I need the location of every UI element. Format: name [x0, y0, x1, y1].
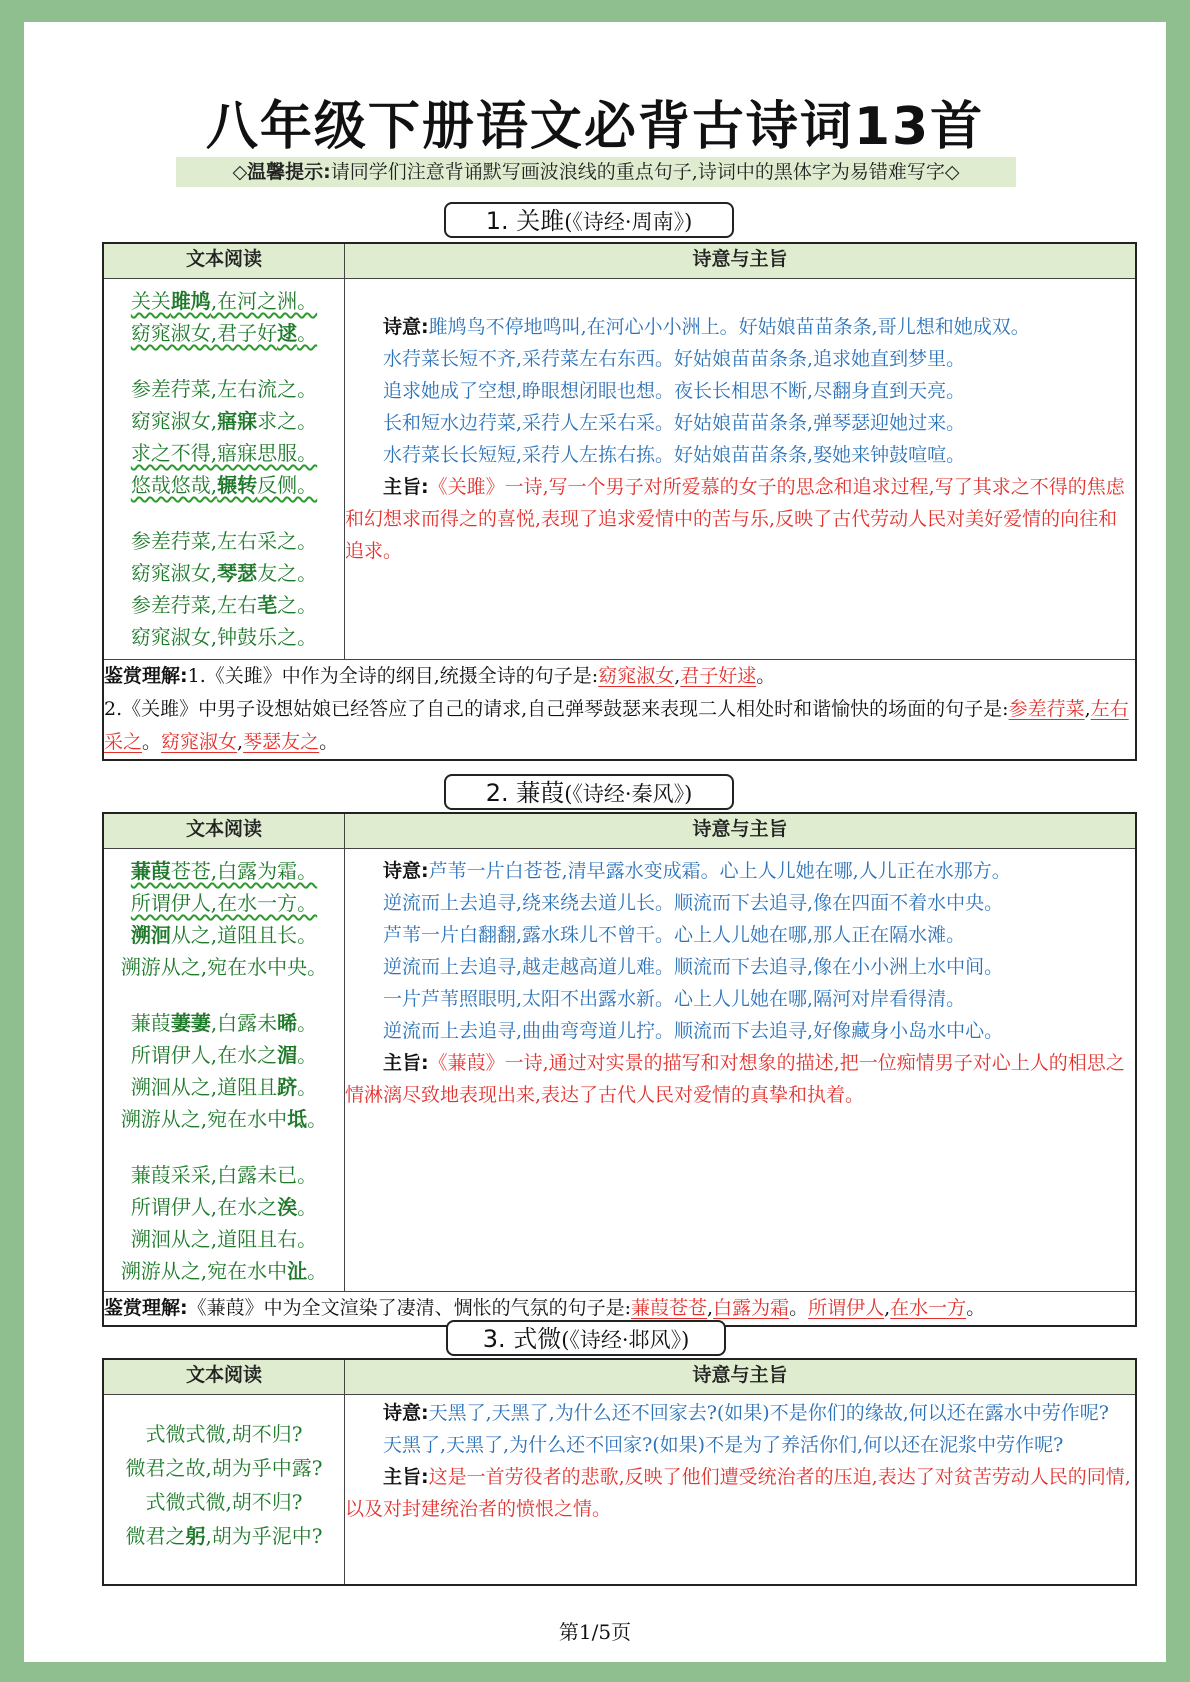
- poem-line: 微君之躬,胡为乎泥中?: [125, 1524, 323, 1548]
- meaning-para: 追求她成了空想,睁眼想闭眼也想。夜长长相思不断,尽翻身直到天亮。: [383, 380, 966, 402]
- poem2-table: [102, 812, 1137, 1327]
- poem2-appreciation: 鉴赏理解:《蒹葭》中为全文渲染了凄清、惆怅的气氛的句子是:蒹葭苍苍,白露为霜。所谓伊人,在水一方。: [103, 1292, 1136, 1327]
- poem1-appreciation: 鉴赏理解:1.《关雎》中作为全诗的纲目,统摄全诗的句子是:窈窕淑女,君子好逑。 2.《关雎》中男子设想姑娘已经答应了自己的请求,自己弹琴鼓瑟来表现二人相处时和谐愉快的场面的句子是:参差荇菜,左右采之。窈窕淑女,琴瑟友之。: [103, 660, 1136, 761]
- header-text-reading: 文本阅读: [103, 813, 345, 849]
- poem-line: 悠哉悠哉,辗转反侧。: [130, 473, 318, 497]
- meaning-para: 诗意:芦苇一片白苍苍,清早露水变成霜。心上人儿她在哪,人儿正在水那方。: [383, 860, 1011, 882]
- header-meaning-theme: 诗意与主旨: [345, 1359, 1137, 1395]
- tip-banner: [176, 157, 1016, 187]
- stanza: [104, 1159, 344, 1287]
- poem1-meaning: [345, 279, 1137, 660]
- header-text-reading: 文本阅读: [103, 243, 345, 279]
- section-title-3: [446, 1320, 726, 1356]
- poem-line: 微君之故,胡为乎中露?: [125, 1456, 323, 1480]
- meaning-para: 水荇菜长短不齐,采荇菜左右东西。好姑娘苗苗条条,追求她直到梦里。: [383, 348, 966, 370]
- poem3-number: 3. 式微: [482, 1325, 562, 1353]
- poem2-source: (《诗经·秦风》): [564, 782, 693, 806]
- poem-line: 式微式微,胡不归?: [145, 1490, 303, 1514]
- tip-text: 请同学们注意背诵默写画波浪线的重点句子,诗词中的黑体字为易错难写字◇: [330, 161, 960, 183]
- meaning-para: 诗意:天黑了,天黑了,为什么还不回家去?(如果)不是你们的缘故,何以还在露水中劳作呢?: [383, 1402, 1109, 1424]
- header-meaning-theme: 诗意与主旨: [345, 813, 1137, 849]
- meaning-para: 一片芦苇照眼明,太阳不出露水新。心上人儿她在哪,隔河对岸看得清。: [383, 988, 966, 1010]
- stanza: [104, 285, 344, 349]
- poem-line: 蒹葭采采,白露未已。: [130, 1163, 318, 1187]
- stanza: [104, 1007, 344, 1135]
- poem1-number: 1. 关雎: [485, 207, 565, 235]
- section-title-1: [444, 202, 734, 238]
- poem-line: 溯洄从之,道阻且长。: [130, 923, 318, 947]
- poem-line: 溯游从之,宛在水中沚。: [120, 1259, 328, 1283]
- poem2-number: 2. 蒹葭: [485, 779, 565, 807]
- poem-line: 窈窕淑女,君子好逑。: [130, 321, 318, 345]
- stanza: [104, 373, 344, 501]
- poem3-text: [103, 1395, 345, 1585]
- poem1-text: [103, 279, 345, 660]
- poem-line: 求之不得,寤寐思服。: [130, 441, 318, 465]
- meaning-para: 天黑了,天黑了,为什么还不回家?(如果)不是为了养活你们,何以还在泥浆中劳作呢?: [383, 1434, 1064, 1456]
- poem3-table: [102, 1358, 1137, 1586]
- poem-line: 蒹葭萋萋,白露未晞。: [130, 1011, 318, 1035]
- poem-line: 溯洄从之,道阻且跻。: [130, 1075, 318, 1099]
- poem-line: 窈窕淑女,琴瑟友之。: [130, 561, 318, 585]
- meaning-para: 水荇菜长长短短,采荇人左拣右拣。好姑娘苗苗条条,娶她来钟鼓喧喧。: [383, 444, 966, 466]
- poem-line: 溯洄从之,道阻且右。: [130, 1227, 318, 1251]
- poem2-text: [103, 849, 345, 1292]
- header-text-reading: 文本阅读: [103, 1359, 345, 1395]
- poem-line: 所谓伊人,在水之涘。: [130, 1195, 318, 1219]
- theme-para: 主旨:这是一首劳役者的悲歌,反映了他们遭受统治者的压迫,表达了对贫苦劳动人民的同情,以及对封建统治者的愤恨之情。: [345, 1466, 1131, 1520]
- page: [24, 22, 1166, 1662]
- poem1-source: (《诗经·周南》): [564, 210, 693, 234]
- poem-line: 参差荇菜,左右采之。: [130, 529, 318, 553]
- header-meaning-theme: 诗意与主旨: [345, 243, 1137, 279]
- page-title: 八年级下册语文必背古诗词13首: [205, 97, 985, 157]
- meaning-para: 芦苇一片白翻翻,露水珠儿不曾干。心上人儿她在哪,那人正在隔水滩。: [383, 924, 966, 946]
- poem-line: 所谓伊人,在水之湄。: [130, 1043, 318, 1067]
- meaning-para: 逆流而上去追寻,越走越高道儿难。顺流而下去追寻,像在小小洲上水中间。: [383, 956, 1004, 978]
- poem2-meaning: [345, 849, 1137, 1292]
- section-title-2: [444, 774, 734, 810]
- page-number: 第1/5页: [558, 1620, 632, 1644]
- stanza: [104, 525, 344, 653]
- poem-line: 式微式微,胡不归?: [145, 1422, 303, 1446]
- theme-para: 主旨:《蒹葭》一诗,通过对实景的描写和对想象的描述,把一位痴情男子对心上人的相思之情淋漓尽致地表现出来,表达了古代人民对爱情的真挚和执着。: [345, 1052, 1125, 1106]
- poem-line: 参差荇菜,左右流之。: [130, 377, 318, 401]
- meaning-para: 逆流而上去追寻,绕来绕去道儿长。顺流而下去追寻,像在四面不着水中央。: [383, 892, 1004, 914]
- poem-line: 所谓伊人,在水一方。: [130, 891, 318, 915]
- poem-line: 溯游从之,宛在水中坻。: [120, 1107, 328, 1131]
- poem-line: 参差荇菜,左右芼之。: [130, 593, 318, 617]
- meaning-para: 逆流而上去追寻,曲曲弯弯道儿拧。顺流而下去追寻,好像藏身小岛水中心。: [383, 1020, 1004, 1042]
- poem-line: 溯游从之,宛在水中央。: [120, 955, 328, 979]
- poem3-source: (《诗经·邶风》): [561, 1328, 690, 1352]
- tip-label: ◇温馨提示:: [232, 161, 331, 183]
- poem-line: 窈窕淑女,钟鼓乐之。: [130, 625, 318, 649]
- meaning-para: 长和短水边荇菜,采荇人左采右采。好姑娘苗苗条条,弹琴瑟迎她过来。: [383, 412, 966, 434]
- poem1-table: [102, 242, 1137, 761]
- stanza: [104, 855, 344, 983]
- poem3-meaning: [345, 1395, 1137, 1585]
- poem-line: 关关雎鸠,在河之洲。: [130, 289, 318, 313]
- theme-para: 主旨:《关雎》一诗,写一个男子对所爱慕的女子的思念和追求过程,写了其求之不得的焦虑和幻想求而得之的喜悦,表现了追求爱情中的苦与乐,反映了古代劳动人民对美好爱情的向往和追求。: [345, 476, 1125, 562]
- poem-line: 蒹葭苍苍,白露为霜。: [130, 859, 318, 883]
- poem-line: 窈窕淑女,寤寐求之。: [130, 409, 318, 433]
- meaning-para: 诗意:雎鸠鸟不停地鸣叫,在河心小小洲上。好姑娘苗苗条条,哥儿想和她成双。: [383, 316, 1030, 338]
